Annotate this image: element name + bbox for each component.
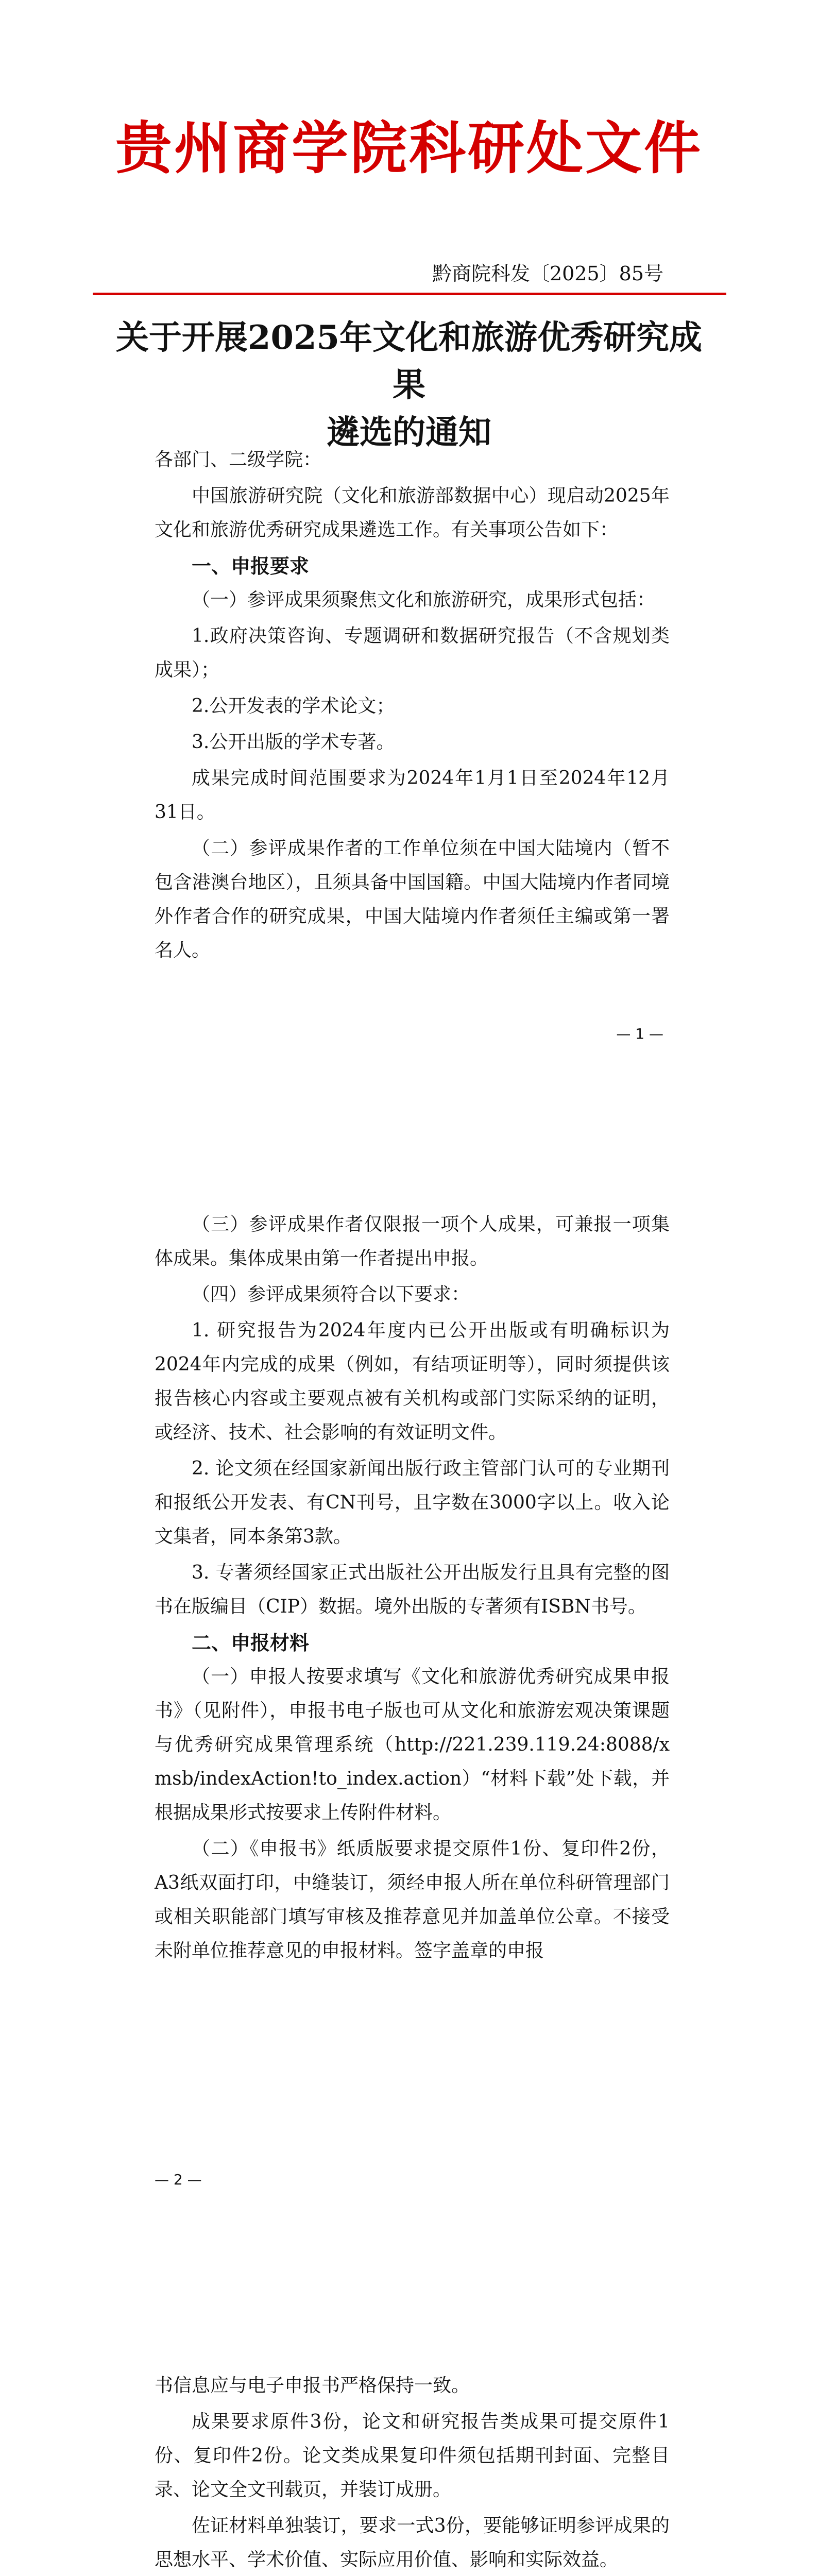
notice-title [103,314,715,456]
requirement-2: （二）参评成果作者的工作单位须在中国大陆境内（暂不包含港澳台地区），且须具备中国国籍。中国大陆境内作者同境外作者合作的研究成果，中国大陆境内作者须任主编或第一署名人。 [155,838,670,961]
requirement-1-item-3: 3.公开出版的学术专著。 [192,732,395,753]
header-red-divider [93,293,726,295]
section-2-heading: 二、申报材料 [192,1632,310,1654]
page-2-body [155,1208,670,1970]
salutation: 各部门、二级学院： [155,449,322,470]
time-range-paragraph: 成果完成时间范围要求为2024年1月1日至2024年12月31日。 [155,768,670,823]
intro-paragraph: 中国旅游研究院（文化和旅游部数据中心）现启动2025年文化和旅游优秀研究成果遴选工作。有关事项公告如下： [155,485,670,540]
requirement-1: （一）参评成果须聚焦文化和旅游研究，成果形式包括： [192,589,656,611]
page-number-2: — 2 — [155,2171,202,2188]
requirement-4-item-3: 3. 专著须经国家正式出版社公开出版发行且具有完整的图书在版编目（CIP）数据。境外出版的专著须有ISBN书号。 [155,1562,670,1617]
section-1-heading: 一、申报要求 [192,555,310,578]
requirement-4: （四）参评成果须符合以下要求： [192,1284,470,1305]
requirement-1-item-2: 2.公开发表的学术论文； [192,696,395,717]
document-header-title: 贵州商学院科研处文件 [115,115,703,181]
requirement-4-item-2: 2. 论文须在经国家新闻出版行政主管部门认可的专业期刊和报纸公开发表、有CN刊号，且字数在3000字以上。收入论文集者，同本条第3款。 [155,1458,670,1547]
material-3: 成果要求原件3份，论文和研究报告类成果可提交原件1份、复印件2份。论文类成果复印件须包括期刊封面、完整目录、论文全文刊载页，并装订成册。 [155,2411,670,2500]
page-number-1: — 1 — [616,1025,663,1042]
material-2-continued: 书信息应与电子申报书严格保持一致。 [155,2375,470,2396]
notice-title-line-1: 关于开展2025年文化和旅游优秀研究成果 [115,318,703,404]
page-1-body [155,443,670,970]
page-3 [0,2312,818,2576]
notice-title-line-2: 遴选的通知 [327,413,491,452]
page-3-body [155,2369,670,2576]
material-4: 佐证材料单独装订，要求一式3份，要能够证明参评成果的思想水平、学术价值、实际应用价值、影响和实际效益。 [155,2515,670,2570]
page-2 [0,1156,818,2312]
requirement-1-item-1: 1.政府决策咨询、专题调研和数据研究报告（不含规划类成果）； [155,625,670,681]
page-1 [0,0,818,1156]
requirement-3: （三）参评成果作者仅限报一项个人成果，可兼报一项集体成果。集体成果由第一作者提出申报。 [155,1214,670,1269]
material-2: （二）《申报书》纸质版要求提交原件1份、复印件2份，A3纸双面打印，中缝装订，须经申报人所在单位科研管理部门或相关职能部门填写审核及推荐意见并加盖单位公章。不接受未附单位推荐意见的申报材料。签字盖章的申报 [155,1838,670,1961]
requirement-4-item-1: 1. 研究报告为2024年度内已公开出版或有明确标识为2024年内完成的成果（例如，有结项证明等），同时须提供该报告核心内容或主要观点被有关机构或部门实际采纳的证明，或经济、技术、社会影响的有效证明文件。 [155,1320,670,1443]
document-number: 黔商院科发〔2025〕85号 [432,262,663,285]
material-1: （一）申报人按要求填写《文化和旅游优秀研究成果申报书》（见附件），申报书电子版也可从文化和旅游宏观决策课题与优秀研究成果管理系统（http://221.239.119.24:8088/xmsb/indexAction!to_index.action）“材料下载”处下载，并根据成果形式按要求上传附件材料。 [155,1666,670,1823]
